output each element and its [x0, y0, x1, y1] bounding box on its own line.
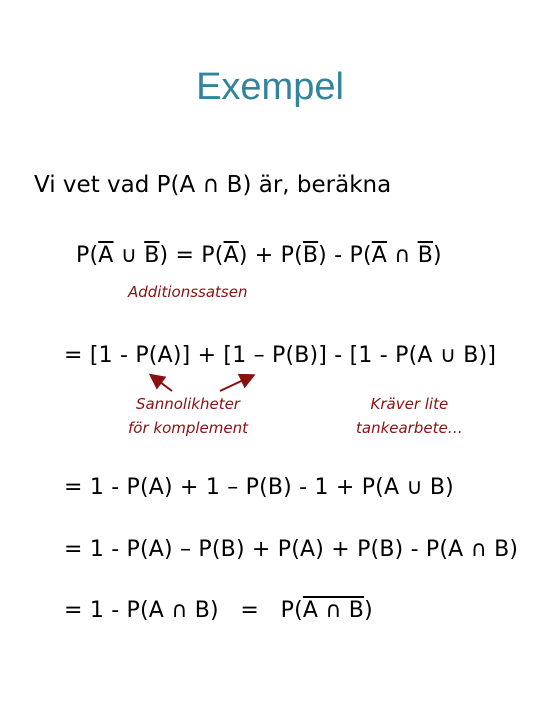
equation-3: = 1 - P(A) + 1 – P(B) - 1 + P(A ∪ B) — [64, 475, 454, 500]
equation-5: = 1 - P(A ∩ B) = P(A ∩ B) — [64, 598, 373, 623]
equation-1: $P(\overline{A}$ ∪ $\overline{B}) = P(\overline{A}) + P(\overline{B}) - P(\overline{A}$ ∩ $\overline{B}$) — [76, 243, 442, 268]
annotation-thinking-line2: tankearbete… — [356, 419, 463, 437]
annotation-additionssatsen: Additionssatsen — [128, 283, 248, 301]
annotation-complement-line2: för komplement — [128, 419, 249, 437]
arrow-to-second-bracket — [220, 376, 252, 391]
annotation-complement-line1: Sannolikheter — [136, 395, 240, 413]
arrow-to-first-bracket — [152, 376, 172, 391]
annotation-complement — [128, 392, 248, 440]
annotation-thinking — [356, 392, 463, 440]
annotation-thinking-line1: Kräver lite — [370, 395, 449, 413]
intro-text: Vi vet vad P(A ∩ B) är, beräkna — [34, 172, 392, 198]
equation-4: = 1 - P(A) – P(B) + P(A) + P(B) - P(A ∩ B) — [64, 537, 519, 562]
equation-2: = [1 - P(A)] + [1 – P(B)] - [1 - P(A ∪ B)] — [64, 343, 497, 368]
slide-title: Exempel — [196, 66, 344, 108]
